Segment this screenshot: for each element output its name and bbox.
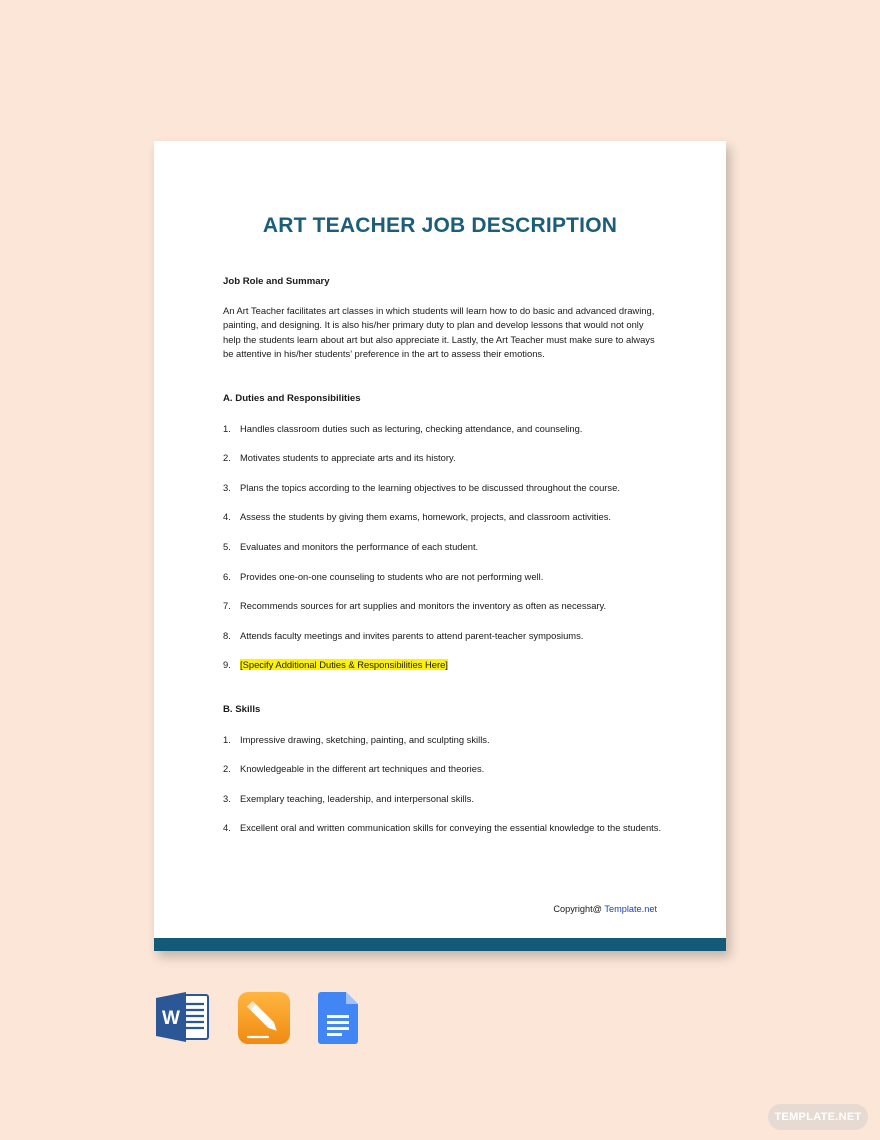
list-number: 1. <box>223 422 231 434</box>
list-text: Excellent oral and written communication skills for conveying the essential knowledge to the students. <box>240 822 662 834</box>
word-icon[interactable] <box>156 992 210 1042</box>
list-text: Recommends sources for art supplies and monitors the inventory as often as necessary. <box>240 600 607 612</box>
list-number: 6. <box>223 570 231 582</box>
list-text: Plans the topics according to the learning objectives to be discussed throughout the course. <box>240 481 620 493</box>
list-text: Impressive drawing, sketching, painting, and sculpting skills. <box>240 733 490 745</box>
list-number: 3. <box>223 481 231 493</box>
list-number: 1. <box>223 733 231 745</box>
list-text: Knowledgeable in the different art techniques and theories. <box>240 763 485 775</box>
list-number: 4. <box>223 822 231 834</box>
list-number: 5. <box>223 540 231 552</box>
word-icon-letter: W <box>162 1008 180 1029</box>
duties-list <box>223 422 663 673</box>
list-text: Evaluates and monitors the performance of each student. <box>240 540 479 552</box>
list-text: Exemplary teaching, leadership, and interpersonal skills. <box>240 792 474 804</box>
google-docs-icon[interactable] <box>318 992 358 1044</box>
list-number: 4. <box>223 511 231 523</box>
list-item <box>223 451 663 466</box>
list-number: 2. <box>223 763 231 775</box>
list-number: 3. <box>223 792 231 804</box>
list-item <box>223 422 663 437</box>
document-page <box>154 141 726 951</box>
list-item <box>223 762 663 777</box>
list-text: Assess the students by giving them exams, homework, projects, and classroom activities. <box>240 511 611 523</box>
list-item <box>223 792 663 807</box>
document-content <box>223 275 663 836</box>
list-text: Motivates students to appreciate arts and its history. <box>240 452 456 464</box>
summary-paragraph: An Art Teacher facilitates art classes in which students will learn how to do basic and advanced drawing, painting, and designing. It is also his/her primary duty to plan and develop lessons that would not only help the students learn about art but also appreciate it. Lastly, the Art Teacher must make sure to always be attentive in his/her students’ preference in the art to assess their emotions. <box>223 304 655 360</box>
list-item <box>223 481 663 496</box>
copyright-label: Copyright@ <box>553 904 602 914</box>
list-item <box>223 821 663 836</box>
placeholder-highlight: [Specify Additional Duties & Responsibilities Here] <box>240 659 448 671</box>
list-text: Attends faculty meetings and invites parents to attend parent-teacher symposiums. <box>240 629 584 641</box>
list-item <box>223 599 663 614</box>
summary-heading: Job Role and Summary <box>223 276 330 287</box>
template-net-badge[interactable]: TEMPLATE.NET <box>768 1104 868 1130</box>
list-number: 2. <box>223 452 231 464</box>
duties-heading: A. Duties and Responsibilities <box>223 392 361 404</box>
list-number: 9. <box>223 659 231 671</box>
copyright-link[interactable]: Template.net <box>604 904 657 914</box>
document-title: ART TEACHER JOB DESCRIPTION <box>262 214 618 237</box>
list-item <box>223 540 663 555</box>
skills-heading: B. Skills <box>223 703 261 715</box>
footer-bar <box>154 938 726 951</box>
list-item <box>223 629 663 644</box>
list-number: 8. <box>223 629 231 641</box>
skills-list <box>223 733 663 836</box>
list-text: Provides one-on-one counseling to students who are not performing well. <box>240 570 544 582</box>
list-item <box>223 658 663 673</box>
copyright-line <box>553 904 657 914</box>
list-text: Handles classroom duties such as lecturing, checking attendance, and counseling. <box>240 422 583 434</box>
list-item <box>223 570 663 585</box>
pages-icon[interactable] <box>238 992 290 1044</box>
list-item <box>223 733 663 748</box>
list-number: 7. <box>223 600 231 612</box>
list-item <box>223 510 663 525</box>
